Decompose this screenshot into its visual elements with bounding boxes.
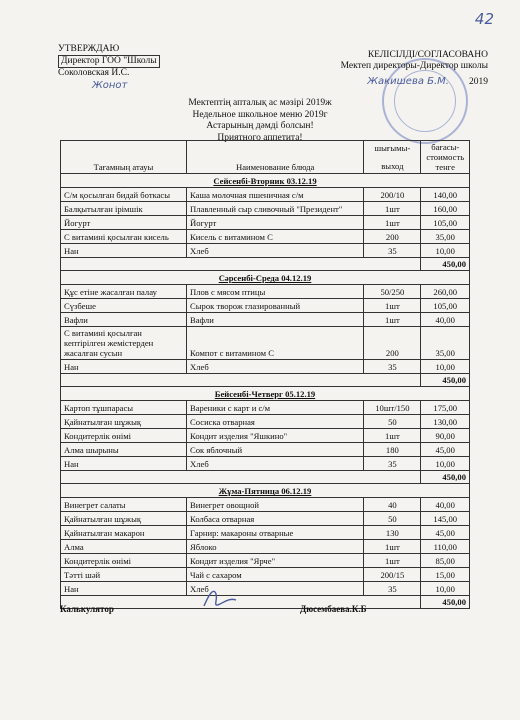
day-title: Сәрсенбі-Среда 04.12.19 (61, 271, 470, 285)
dish-output: 200 (364, 327, 421, 360)
table-row (61, 415, 470, 429)
dish-ru: Плов с мясом птицы (187, 285, 364, 299)
dish-kz: Алма шырыны (61, 443, 187, 457)
menu-title (0, 98, 520, 144)
dish-kz: Кондитерлік өнімі (61, 429, 187, 443)
dish-kz: Тәтті шәй (61, 568, 187, 582)
dish-price: 105,00 (421, 299, 470, 313)
table-row (61, 457, 470, 471)
dish-price: 10,00 (421, 457, 470, 471)
dish-output: 200 (364, 230, 421, 244)
dish-ru: Колбаса отварная (187, 512, 364, 526)
dish-ru: Йогурт (187, 216, 364, 230)
table-row (61, 188, 470, 202)
dish-price: 160,00 (421, 202, 470, 216)
dish-output: 35 (364, 582, 421, 596)
dish-output: 35 (364, 244, 421, 258)
dish-kz: Нан (61, 360, 187, 374)
dish-ru: Гарнир: макароны отварные (187, 526, 364, 540)
dish-ru: Кондит изделия "Яшкино" (187, 429, 364, 443)
table-row (61, 443, 470, 457)
day-total-value: 450,00 (421, 596, 470, 609)
title-line-1: Мектептің апталық ас мәзірі 2019ж (188, 98, 332, 108)
table-row (61, 299, 470, 313)
approval-block-left (58, 44, 160, 79)
dish-ru: Кондит изделия "Ярче" (187, 554, 364, 568)
dish-ru: Вафли (187, 313, 364, 327)
day-header-row (61, 387, 470, 401)
dish-price: 140,00 (421, 188, 470, 202)
dish-output: 1шт (364, 299, 421, 313)
menu-table (60, 140, 470, 609)
table-row (61, 554, 470, 568)
dish-kz: Балқытылған ірімшік (61, 202, 187, 216)
dish-price: 35,00 (421, 327, 470, 360)
table-header (61, 141, 470, 174)
dish-price: 15,00 (421, 568, 470, 582)
header-price-top: бағасы- (431, 142, 460, 152)
day-total-row (61, 471, 470, 484)
table-row (61, 526, 470, 540)
header-output-bottom: выход (381, 161, 404, 171)
dish-ru: Сосиска отварная (187, 415, 364, 429)
table-row (61, 540, 470, 554)
dish-output: 130 (364, 526, 421, 540)
dish-price: 35,00 (421, 230, 470, 244)
dish-price: 10,00 (421, 360, 470, 374)
header-price-bottom: тенге (435, 162, 455, 172)
dish-kz: Йогурт (61, 216, 187, 230)
header-dish-ru: Наименование блюда (187, 141, 364, 174)
day-total-row (61, 374, 470, 387)
dish-output: 1шт (364, 554, 421, 568)
dish-ru: Сырок творож глазированный (187, 299, 364, 313)
dish-ru: Чай с сахаром (187, 568, 364, 582)
dish-price: 45,00 (421, 526, 470, 540)
dish-kz: С витамині қосылған кептірілген жемістерден жасалған сусын (61, 327, 187, 360)
dish-kz: Құс етіне жасалған палау (61, 285, 187, 299)
table-row (61, 512, 470, 526)
dish-output: 50/250 (364, 285, 421, 299)
table-row (61, 429, 470, 443)
dish-ru: Компот с витамином С (187, 327, 364, 360)
dish-ru: Сок яблочный (187, 443, 364, 457)
table-row (61, 285, 470, 299)
title-line-4: Приятного аппетита! (217, 132, 303, 143)
day-total-row (61, 258, 470, 271)
dish-output: 35 (364, 457, 421, 471)
dish-output: 1шт (364, 313, 421, 327)
dish-kz: Қайнатылған шұжық (61, 512, 187, 526)
dish-ru: Хлеб (187, 360, 364, 374)
dish-ru: Плавленный сыр сливочный "Президент" (187, 202, 364, 216)
dish-kz: С/м қосылған бидай боткасы (61, 188, 187, 202)
dish-kz: Қайнатылған шұжық (61, 415, 187, 429)
agreed-year: 2019 (469, 77, 488, 87)
approve-line-2: Директор ГОО "Школы (58, 55, 160, 68)
dish-output: 1шт (364, 540, 421, 554)
dish-kz: С витамині қосылған кисель (61, 230, 187, 244)
day-header-row (61, 271, 470, 285)
table-row (61, 582, 470, 596)
table-row (61, 360, 470, 374)
dish-kz: Нан (61, 244, 187, 258)
footer-calculator-name: Дюсембаева.К.Б (300, 604, 367, 614)
day-title: Жұма-Пятница 06.12.19 (61, 484, 470, 498)
dish-output: 1шт (364, 429, 421, 443)
dish-price: 40,00 (421, 313, 470, 327)
dish-price: 45,00 (421, 443, 470, 457)
dish-kz: Алма (61, 540, 187, 554)
dish-kz: Вафли (61, 313, 187, 327)
day-header-row (61, 174, 470, 188)
dish-kz: Картоп тұшпарасы (61, 401, 187, 415)
dish-output: 180 (364, 443, 421, 457)
dish-price: 175,00 (421, 401, 470, 415)
table-row (61, 568, 470, 582)
day-total-value: 450,00 (421, 258, 470, 271)
dish-ru: Кисель с витамином С (187, 230, 364, 244)
dish-ru: Хлеб (187, 244, 364, 258)
dish-kz: Сүзбеше (61, 299, 187, 313)
header-output-top: шығымы- (374, 143, 411, 153)
day-total-value: 450,00 (421, 374, 470, 387)
table-row (61, 216, 470, 230)
agreed-line-1: КЕЛІСІЛДІ/СОГЛАСОВАНО (367, 50, 488, 60)
total-spacer (61, 471, 421, 484)
menu-body (61, 174, 470, 609)
dish-ru: Каша молочная пшеничная с/м (187, 188, 364, 202)
dish-output: 50 (364, 512, 421, 526)
day-total-value: 450,00 (421, 471, 470, 484)
dish-price: 10,00 (421, 244, 470, 258)
dish-price: 40,00 (421, 498, 470, 512)
approval-block-right (341, 50, 488, 88)
day-header-row (61, 484, 470, 498)
dish-price: 130,00 (421, 415, 470, 429)
dish-price: 90,00 (421, 429, 470, 443)
dish-output: 1шт (364, 216, 421, 230)
header-dish-kz: Тағамның атауы (61, 141, 187, 174)
table-row (61, 244, 470, 258)
table-row (61, 313, 470, 327)
total-spacer (61, 258, 421, 271)
header-price-mid: стоимость (426, 152, 465, 162)
dish-ru: Хлеб (187, 582, 364, 596)
dish-output: 200/15 (364, 568, 421, 582)
dish-price: 85,00 (421, 554, 470, 568)
agreed-line-2: Мектеп директоры-Директор школы (340, 61, 488, 71)
dish-price: 260,00 (421, 285, 470, 299)
director-signature: Жонот (92, 80, 128, 91)
approve-line-3: Соколовская И.С. (58, 68, 130, 78)
agreed-handwritten-name: Жакишева Б.М. (367, 76, 449, 87)
calculator-signature (200, 586, 240, 612)
table-row (61, 401, 470, 415)
title-line-3: Астарының дәмді болсын! (206, 121, 314, 131)
dish-kz: Нан (61, 457, 187, 471)
day-total-row (61, 596, 470, 609)
dish-ru: Хлеб (187, 457, 364, 471)
page-number: 42 (474, 10, 494, 28)
approve-line-1: УТВЕРЖДАЮ (58, 44, 120, 54)
table-row (61, 327, 470, 360)
dish-price: 145,00 (421, 512, 470, 526)
title-line-2: Недельное школьное меню 2019г (192, 109, 328, 120)
total-spacer (61, 374, 421, 387)
footer-calculator-label: Калькулятор (60, 604, 114, 614)
dish-ru: Вареники с карт и с/м (187, 401, 364, 415)
dish-output: 200/10 (364, 188, 421, 202)
dish-price: 105,00 (421, 216, 470, 230)
header-price (421, 141, 470, 174)
header-output (364, 141, 421, 174)
dish-price: 10,00 (421, 582, 470, 596)
dish-kz: Кондитерлік өнімі (61, 554, 187, 568)
dish-price: 110,00 (421, 540, 470, 554)
day-title: Сейсенбі-Вторник 03.12.19 (61, 174, 470, 188)
dish-output: 1шт (364, 202, 421, 216)
table-row (61, 230, 470, 244)
table-row (61, 202, 470, 216)
day-title: Бейсенбі-Четверг 05.12.19 (61, 387, 470, 401)
table-row (61, 498, 470, 512)
dish-output: 10шт/150 (364, 401, 421, 415)
dish-output: 50 (364, 415, 421, 429)
dish-output: 40 (364, 498, 421, 512)
dish-output: 35 (364, 360, 421, 374)
dish-kz: Нан (61, 582, 187, 596)
dish-ru: Яблоко (187, 540, 364, 554)
dish-kz: Қайнатылған макарон (61, 526, 187, 540)
dish-kz: Винегрет салаты (61, 498, 187, 512)
dish-ru: Винегрет овощной (187, 498, 364, 512)
